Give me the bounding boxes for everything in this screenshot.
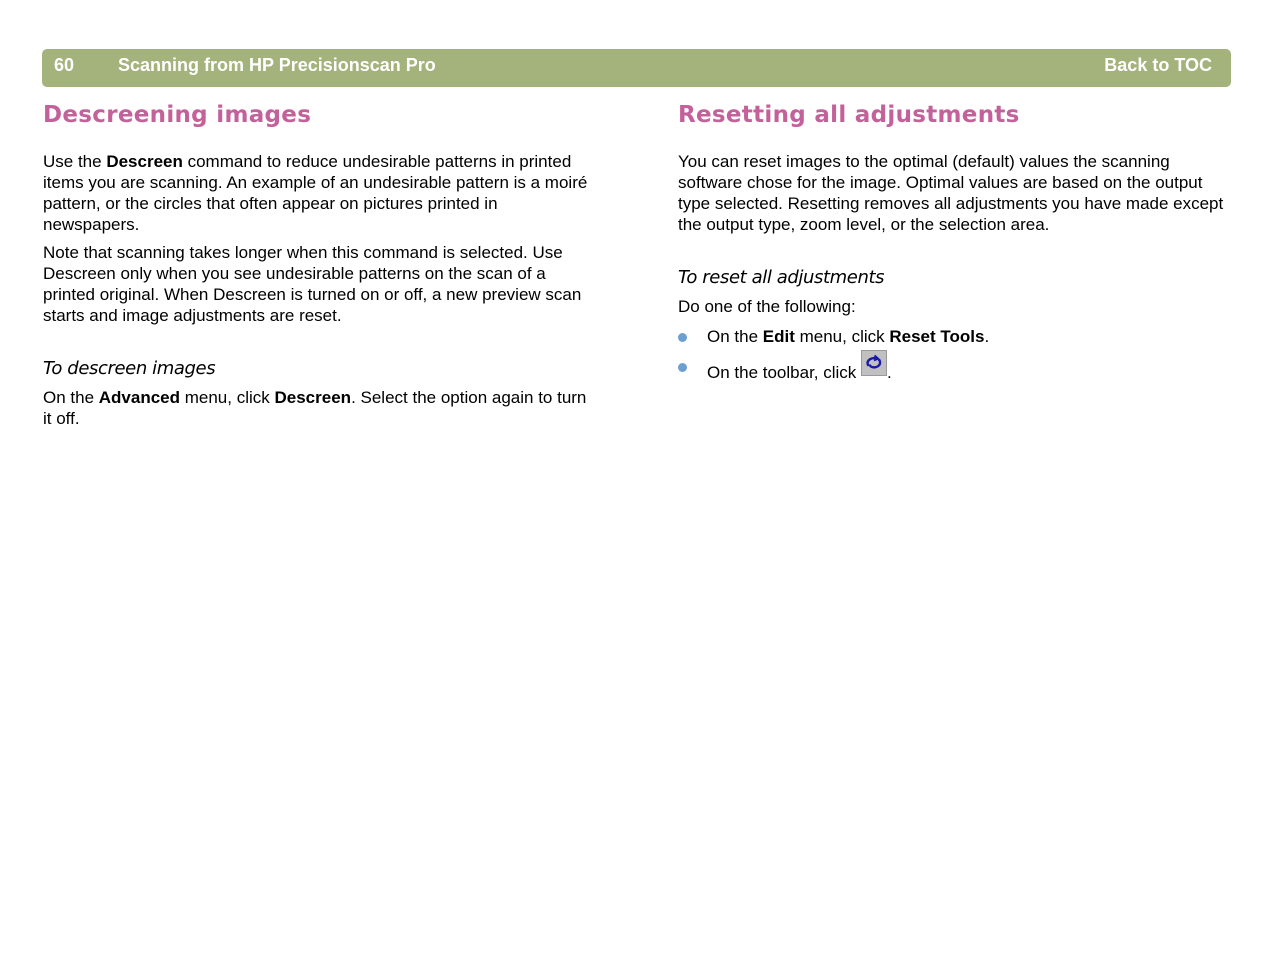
section-title: Scanning from HP Precisionscan Pro [118,55,436,75]
back-to-toc-link[interactable]: Back to TOC [1104,55,1212,75]
page-number: 60 [54,55,75,75]
advanced-menu-name: Advanced [98,388,181,407]
list-item: On the Edit menu, click Reset Tools. [678,326,1230,348]
descreen-procedure-paragraph: On the Advanced menu, click Descreen. Select the option again to turn it off. [43,388,587,428]
edit-menu-name: Edit [762,327,795,346]
bullet-icon [678,333,687,342]
left-column [43,100,598,429]
descreen-menu-item-name: Descreen [274,388,352,407]
descreen-note-paragraph: Note that scanning takes longer when this command is selected. Use Descreen only when you see undesirable patterns on the scan of a printed original. When Descreen is turned on or off, a new preview scan starts and image adjustments are reset. [43,243,582,325]
descreen-procedure-subhead: To descreen images [43,358,216,379]
descreen-intro-paragraph: Use the Descreen command to reduce undesirable patterns in printed items you are scanning. An example of an undesirable pattern is a moiré pattern, or the circles that often appear on pictures printed in newspapers. [43,152,588,234]
descreening-heading: Descreening images [43,102,312,128]
reset-intro-paragraph: You can reset images to the optimal (default) values the scanning software chose for the image. Optimal values are based on the output type selected. Resetting removes all adjustments you have made except the output type, zoom level, or the selection area. [678,152,1224,234]
list-item: On the toolbar, click . [678,356,1230,384]
page-header-bar [42,49,1231,87]
right-column [678,100,1230,384]
reset-tools-icon [861,350,887,376]
reset-procedure-subhead: To reset all adjustments [678,267,885,288]
reset-options-list [678,326,1230,384]
bullet-icon [678,363,687,372]
descreen-command-name: Descreen [106,152,183,171]
reset-options-intro: Do one of the following: [678,297,856,316]
reset-tools-menu-item-name: Reset Tools [889,327,985,346]
resetting-heading: Resetting all adjustments [678,102,1020,128]
